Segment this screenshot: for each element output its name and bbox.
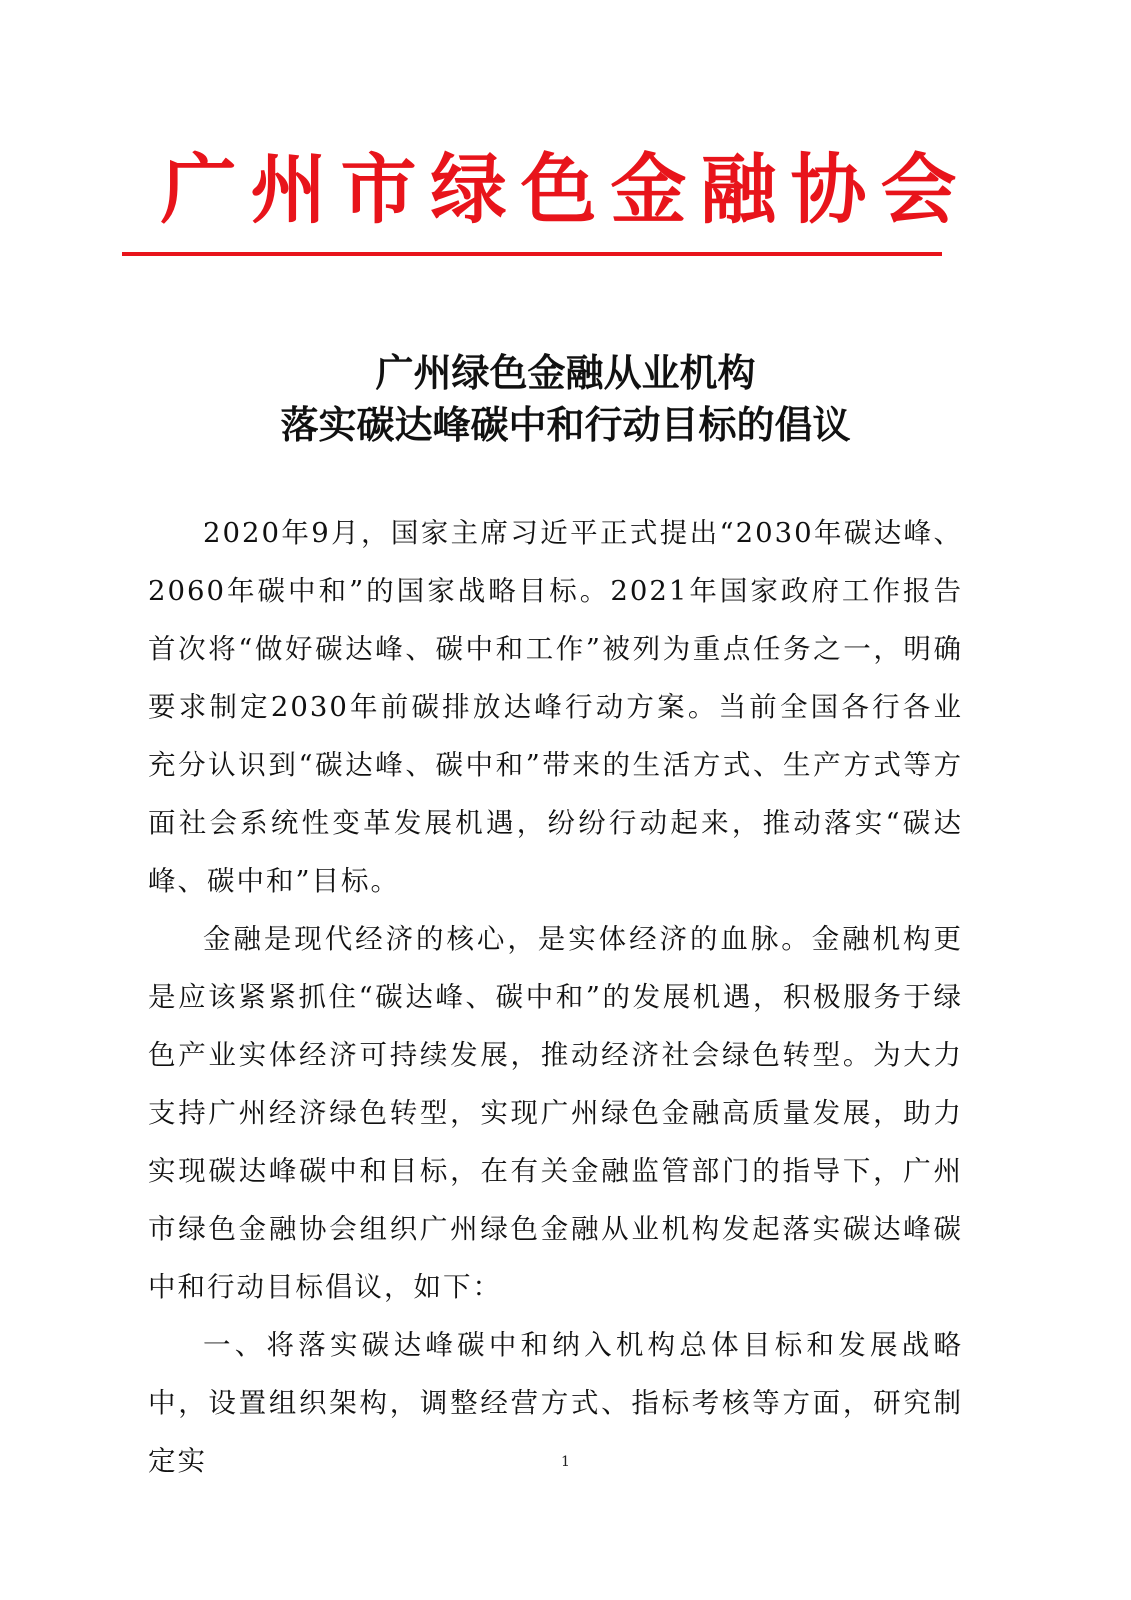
letterhead-org-name: 广州市绿色金融协会	[160, 145, 971, 234]
body-paragraph: 金融是现代经济的核心，是实体经济的血脉。金融机构更是应该紧紧抓住“碳达峰、碳中和”的发展机遇，积极服务于绿色产业实体经济可持续发展，推动经济社会绿色转型。为大力支持广州经济绿色转型，实现广州绿色金融高质量发展，助力实现碳达峰碳中和目标，在有关金融监管部门的指导下，广州市绿色金融协会组织广州绿色金融从业机构发起落实碳达峰碳中和行动目标倡议，如下：	[148, 923, 963, 1303]
document-body	[148, 504, 963, 1490]
document-title-line-1: 广州绿色金融从业机构	[375, 350, 756, 395]
page-number: 1	[561, 1454, 570, 1470]
document-title-line-2: 落实碳达峰碳中和行动目标的倡议	[280, 402, 851, 447]
letterhead-divider	[122, 252, 942, 256]
body-paragraph: 一、将落实碳达峰碳中和纳入机构总体目标和发展战略中，设置组织架构，调整经营方式、指标考核等方面，研究制定实	[148, 1329, 963, 1477]
body-paragraph: 2020年9月，国家主席习近平正式提出“2030年碳达峰、2060年碳中和”的国家战略目标。2021年国家政府工作报告首次将“做好碳达峰、碳中和工作”被列为重点任务之一，明确要求制定2030年前碳排放达峰行动方案。当前全国各行各业充分认识到“碳达峰、碳中和”带来的生活方式、生产方式等方面社会系统性变革发展机遇，纷纷行动起来，推动落实“碳达峰、碳中和”目标。	[148, 517, 963, 897]
